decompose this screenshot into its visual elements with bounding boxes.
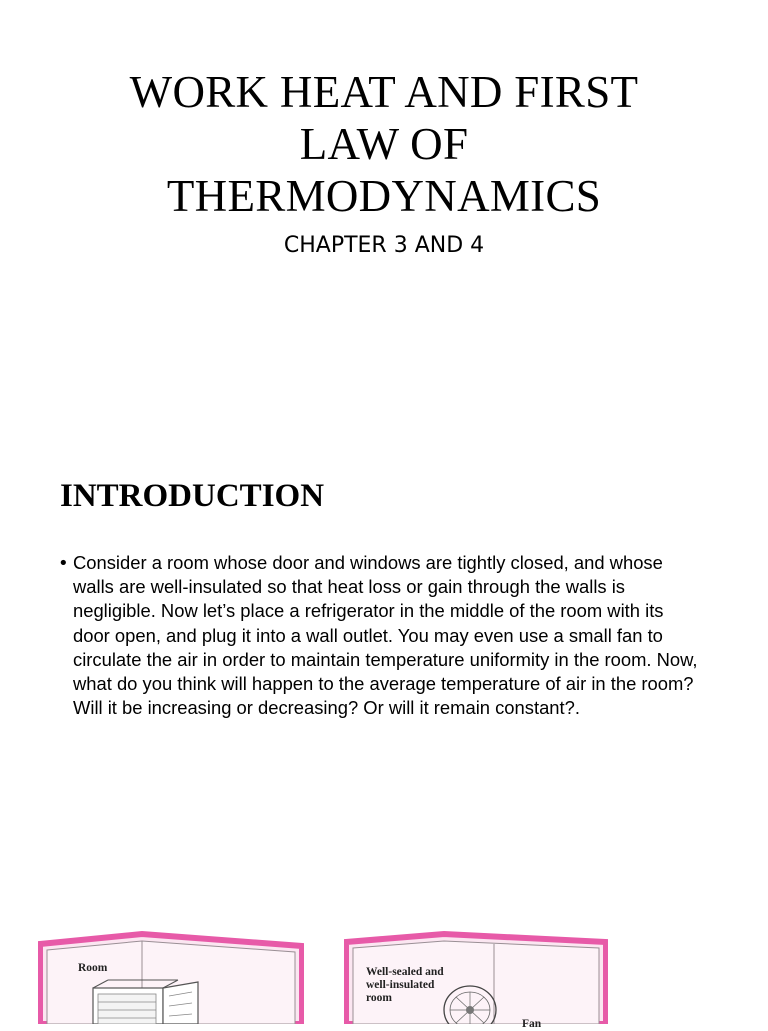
fan-label: Fan [522, 1018, 542, 1030]
room-illustration-left [38, 930, 304, 1024]
insulated-room-label [366, 966, 444, 1005]
intro-heading: INTRODUCTION [60, 478, 325, 514]
room-figure-right [344, 930, 608, 1030]
title-slide [0, 0, 768, 440]
slide-subtitle: CHAPTER 3 AND 4 [283, 233, 485, 258]
insulated-room-label-line-3: room [366, 992, 392, 1004]
bullet-marker: • [58, 553, 69, 574]
bullet-paragraph: Consider a room whose door and windows are tightly closed, and whose walls are well-insulated so that heat loss or gain through the walls is negligible. Now let’s place a refrigerator in the middle of the room with its door open, and plug it into a wall outlet. You may even use a small fan to circulate the air in order to maintain temperature uniformity in the room. Now, what do you think will happen to the average temperature of air in the room? Will it be increasing or decreasing? Or will it remain constant?. [73, 552, 698, 719]
room-label: Room [78, 962, 108, 974]
slide-title: WORK HEAT AND FIRST LAW OF THERMODYNAMICS [129, 67, 639, 221]
insulated-room-label-line-1: Well-sealed and [366, 966, 444, 978]
room-figure-left [38, 930, 304, 1024]
insulated-room-label-line-2: well-insulated [366, 979, 435, 991]
